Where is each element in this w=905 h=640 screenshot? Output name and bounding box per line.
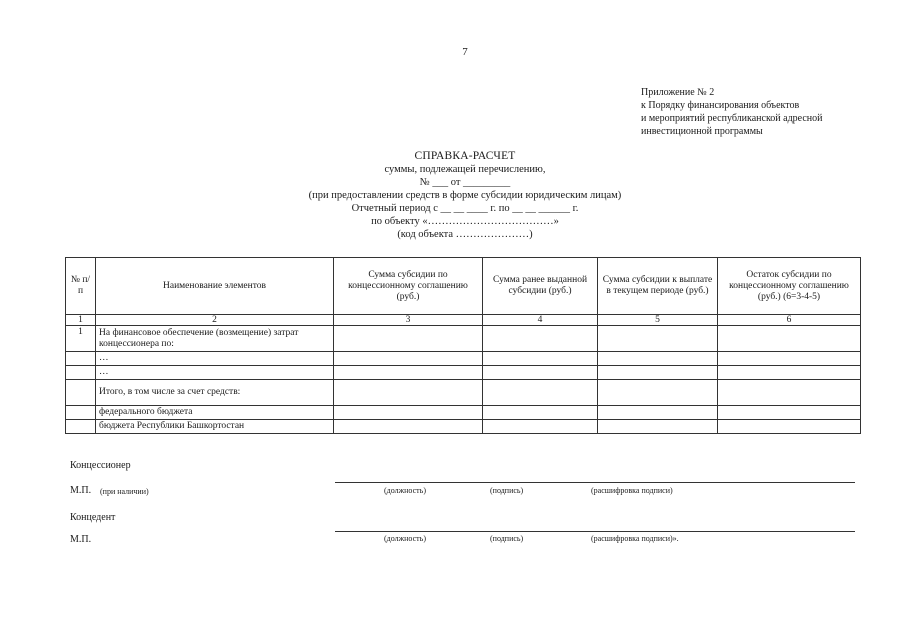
index-cell: 4 <box>483 315 598 326</box>
appendix-line-3: и мероприятий республиканской адресной <box>641 113 823 124</box>
title-line-3: (при предоставлении средств в форме субсидии юридическим лицам) <box>308 190 622 201</box>
index-cell: 6 <box>718 315 861 326</box>
table-cell <box>334 420 483 434</box>
subsidy-table <box>65 257 861 434</box>
header-col4: Сумма ранее выданной субсидии (руб.) <box>483 258 598 315</box>
title-line-1: суммы, подлежащей перечислению, <box>384 164 546 175</box>
table-cell <box>334 352 483 366</box>
title-line-6: (код объекта …………………) <box>397 229 533 240</box>
decoding-caption: (расшифровка подписи) <box>591 486 673 495</box>
decoding-caption: (расшифровка подписи)». <box>591 534 679 543</box>
stamp-label: М.П. <box>70 485 92 496</box>
signature-line <box>335 482 855 483</box>
table-header-row <box>66 258 861 315</box>
table-cell <box>483 406 598 420</box>
row-name: … <box>96 352 334 366</box>
table-index-row <box>66 315 861 326</box>
table-cell <box>483 352 598 366</box>
document-title: СПРАВКА-РАСЧЕТ <box>414 150 516 162</box>
appendix-note <box>641 86 823 138</box>
table-cell <box>598 366 718 380</box>
table-row <box>66 406 861 420</box>
table-cell <box>66 352 96 366</box>
row-name: На финансовое обеспечение (возмещение) затрат концессионера по: <box>96 326 334 352</box>
table-cell <box>718 366 861 380</box>
table-cell <box>598 406 718 420</box>
table-cell <box>66 366 96 380</box>
table-cell <box>598 326 718 352</box>
grantor-label: Концедент <box>70 512 116 523</box>
appendix-line-1: Приложение № 2 <box>641 87 715 98</box>
table-cell <box>718 420 861 434</box>
table-cell <box>598 380 718 406</box>
table-cell <box>334 366 483 380</box>
signature-caption: (подпись) <box>490 486 524 495</box>
index-cell: 5 <box>598 315 718 326</box>
header-col3: Сумма субсидии по концессионному соглашению (руб.) <box>334 258 483 315</box>
row-num: 1 <box>66 326 96 352</box>
title-line-2: № ___ от _________ <box>419 177 511 188</box>
header-col5: Сумма субсидии к выплате в текущем периоде (руб.) <box>598 258 718 315</box>
header-col6: Остаток субсидии по концессионному соглашению (руб.) (6=3-4-5) <box>718 258 861 315</box>
if-available-note: (при наличии) <box>100 487 149 496</box>
table-cell <box>718 380 861 406</box>
table-cell <box>483 326 598 352</box>
stamp-label: М.П. <box>70 534 92 545</box>
table-cell <box>483 420 598 434</box>
row-name: … <box>96 366 334 380</box>
table-cell <box>483 380 598 406</box>
header-name: Наименование элементов <box>96 258 334 315</box>
table-row <box>66 380 861 406</box>
table-cell <box>718 326 861 352</box>
table-cell <box>334 406 483 420</box>
signature-caption: (подпись) <box>490 534 524 543</box>
document-title-block <box>250 150 680 241</box>
title-line-4: Отчетный период с __ __ ____ г. по __ __ ______ г. <box>351 203 579 214</box>
row-name: Итого, в том числе за счет средств: <box>96 380 334 406</box>
table-cell <box>483 366 598 380</box>
table-row <box>66 352 861 366</box>
table-cell <box>598 352 718 366</box>
table-cell <box>334 326 483 352</box>
position-caption: (должность) <box>384 486 426 495</box>
position-caption: (должность) <box>384 534 426 543</box>
index-cell: 1 <box>66 315 96 326</box>
table-cell <box>598 420 718 434</box>
page-number: 7 <box>462 46 468 58</box>
table-cell <box>66 380 96 406</box>
header-num: № п/п <box>66 258 96 315</box>
row-name: бюджета Республики Башкортостан <box>96 420 334 434</box>
table-row <box>66 420 861 434</box>
table-cell <box>334 380 483 406</box>
index-cell: 2 <box>96 315 334 326</box>
index-cell: 3 <box>334 315 483 326</box>
title-line-5: по объекту «………………………………» <box>371 216 559 227</box>
table-cell <box>66 420 96 434</box>
table-row <box>66 326 861 352</box>
table-cell <box>718 406 861 420</box>
concessionaire-label: Концессионер <box>70 460 131 471</box>
row-name: федерального бюджета <box>96 406 334 420</box>
table-row <box>66 366 861 380</box>
appendix-line-2: к Порядку финансирования объектов <box>641 100 800 111</box>
appendix-line-4: инвестиционной программы <box>641 126 763 137</box>
table-cell <box>66 406 96 420</box>
signature-line <box>335 531 855 532</box>
table-cell <box>718 352 861 366</box>
